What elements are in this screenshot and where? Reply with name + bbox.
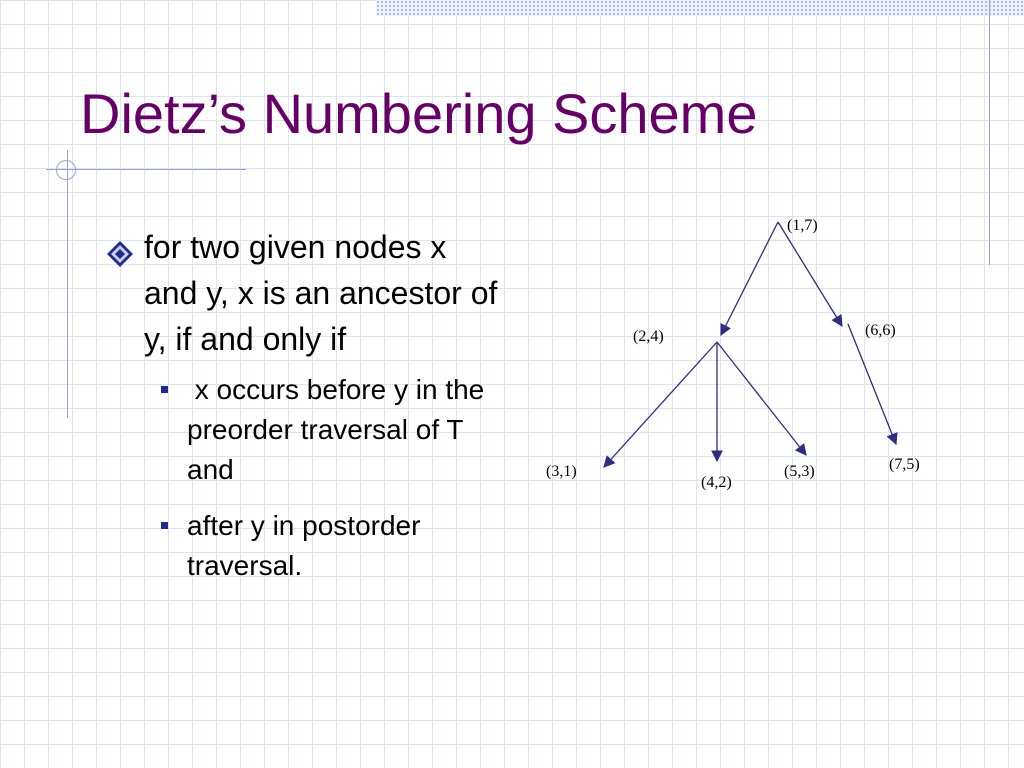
- tree-node-label: (4,2): [701, 474, 732, 491]
- tree-node-label: (6,6): [865, 322, 896, 339]
- tree-edge: [721, 222, 778, 335]
- tree-node-labels: [546, 217, 920, 491]
- tree-edge: [848, 324, 896, 444]
- tree-node-label: (3,1): [546, 463, 577, 480]
- sub-bullet-text: x occurs before y in the preorder traversal of T and: [187, 374, 493, 485]
- tree-node-label: (7,5): [889, 456, 920, 473]
- sub-bullet-text: after y in postorder traversal.: [187, 510, 421, 581]
- tree-node-label: (1,7): [787, 217, 818, 234]
- tree-node-label: (5,3): [784, 463, 815, 480]
- slide-title: Dietz’s Numbering Scheme: [80, 82, 758, 145]
- tree-edge: [717, 342, 806, 455]
- tree-node-label: (2,4): [633, 328, 664, 345]
- tree-edge: [604, 342, 717, 467]
- tree-edge: [778, 222, 842, 326]
- main-bullet-text: for two given nodes x and y, x is an ancestor of y, if and only if: [144, 229, 498, 357]
